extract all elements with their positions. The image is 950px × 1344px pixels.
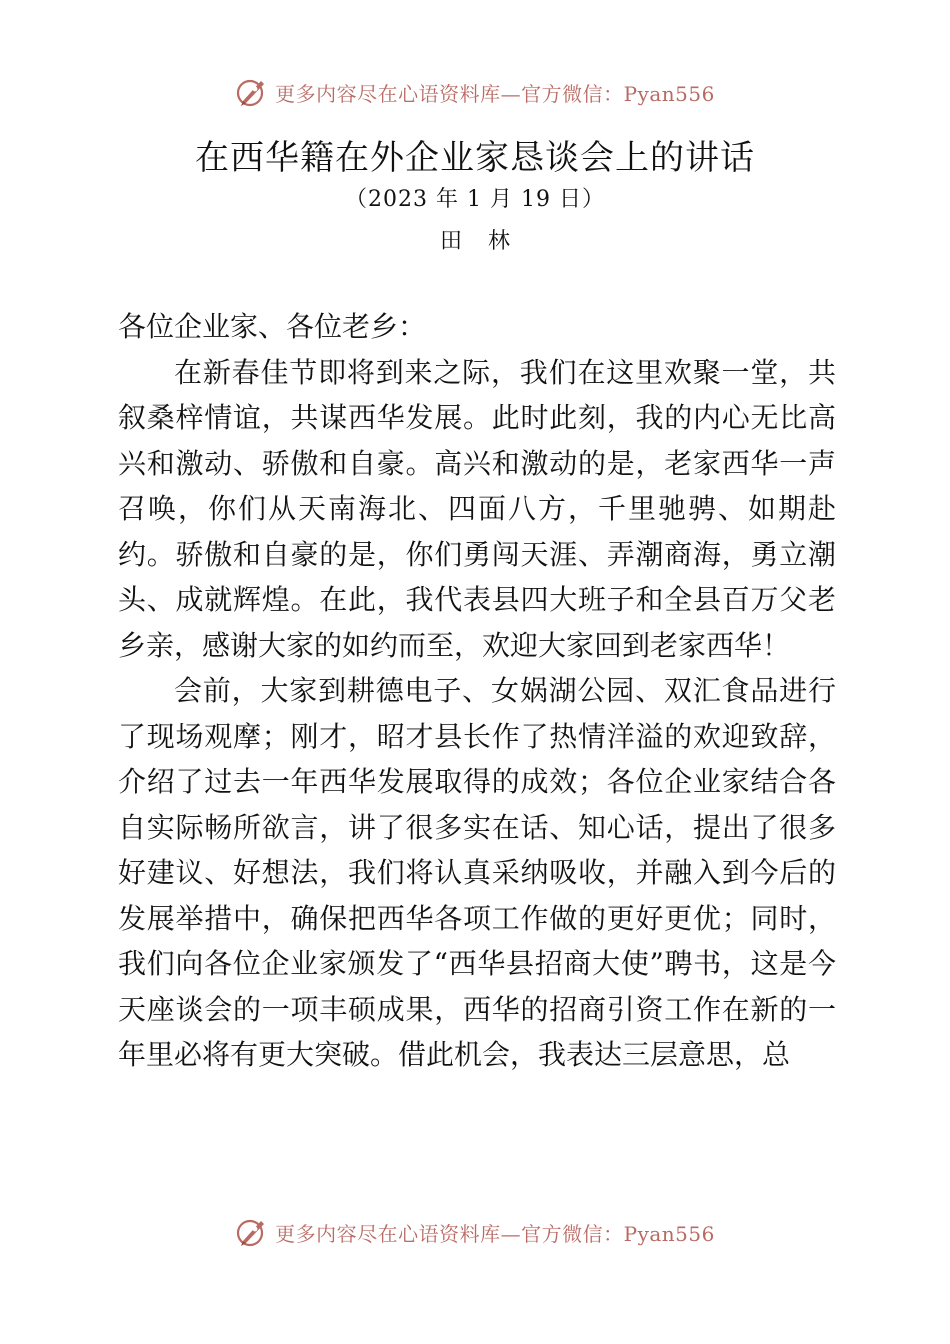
author-name: 田林	[439, 229, 536, 254]
header-watermark	[0, 72, 950, 112]
footer-watermark	[0, 1212, 950, 1252]
speech-date: （2023 年 1 月 19 日）	[345, 187, 605, 212]
salutation: 各位企业家、各位老乡：	[118, 310, 427, 343]
pen-logo-icon	[235, 75, 269, 109]
watermark-text: 更多内容尽在心语资料库—官方微信：Pyan556	[275, 81, 715, 106]
watermark-text: 更多内容尽在心语资料库—官方微信：Pyan556	[275, 1221, 715, 1246]
pen-logo-icon	[235, 1215, 269, 1249]
document-title: 在西华籍在外企业家恳谈会上的讲话	[195, 138, 755, 178]
paragraph-welcome: 在新春佳节即将到来之际，我们在这里欢聚一堂，共叙桑梓情谊，共谋西华发展。此时此刻，我的内心无比高兴和激动、骄傲和自豪。高兴和激动的是，老家西华一声召唤，你们从天南海北、四面八方，千里驰骋、如期赴约。骄傲和自豪的是，你们勇闯天涯、弄潮商海，勇立潮头、成就辉煌。在此，我代表县四大班子和全县百万父老乡亲，感谢大家的如约而至，欢迎大家回到老家西华！	[118, 355, 836, 662]
paragraph-review: 会前，大家到耕德电子、女娲湖公园、双汇食品进行了现场观摩；刚才，昭才县长作了热情洋溢的欢迎致辞，介绍了过去一年西华发展取得的成效；各位企业家结合各自实际畅所欲言，讲了很多实在话、知心话，提出了很多好建议、好想法，我们将认真采纳吸收，并融入到今后的发展举措中，确保把西华各项工作做的更好更优；同时，我们向各位企业家颁发了“西华县招商大使”聘书，这是今天座谈会的一项丰硕成果，西华的招商引资工作在新的一年里必将有更大突破。借此机会，我表达三层意思，总	[118, 674, 836, 1071]
speech-body	[118, 304, 836, 1078]
